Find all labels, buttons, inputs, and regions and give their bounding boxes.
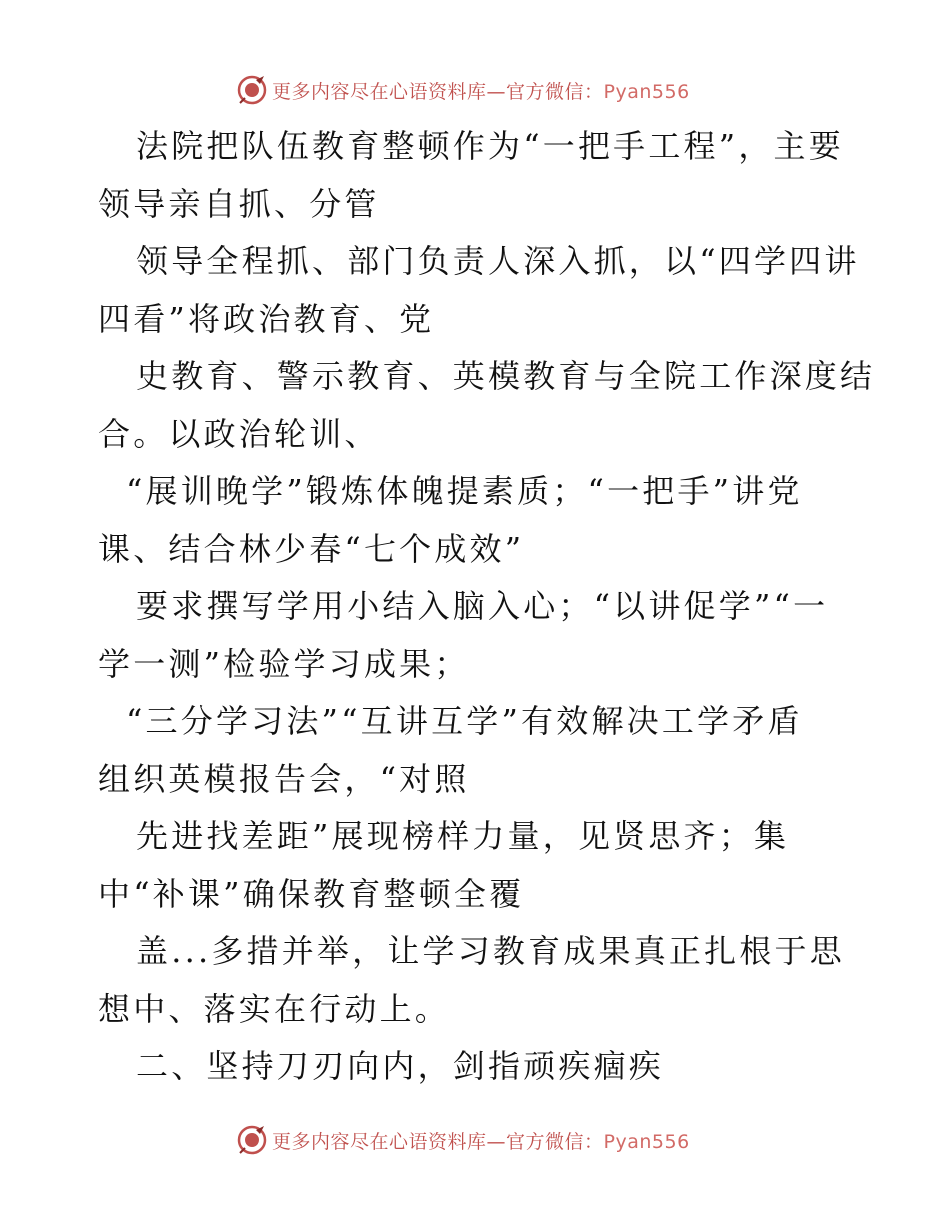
text-line: 史教育、警示教育、英模教育与全院工作深度结 — [136, 357, 876, 395]
text-line: “三分学习法”“互讲互学”有效解决工学矛盾 — [126, 702, 803, 740]
text-line: 合。以政治轮训、 — [98, 414, 380, 453]
text-line: “展训晚学”锻炼体魄提素质；“一把手”讲党 — [126, 472, 803, 510]
document-body — [98, 118, 888, 1096]
text-line: 课、结合林少春“七个成效” — [98, 529, 525, 568]
footer-watermark — [236, 1124, 690, 1156]
text-line: 领导亲自抓、分管 — [98, 184, 380, 223]
text-line: 盖...多措并举，让学习教育成果真正扎根于思 — [136, 932, 845, 970]
header-watermark — [236, 74, 690, 106]
section-heading: 二、坚持刀刃向内，剑指顽疾痼疾 — [136, 1047, 665, 1085]
text-line: 组织英模报告会，“对照 — [98, 759, 470, 798]
logo-icon — [236, 1124, 268, 1156]
text-line: 学一测”检验学习成果； — [98, 644, 470, 683]
watermark-text: 更多内容尽在心语资料库—官方微信：Pyan556 — [272, 1130, 690, 1153]
text-line: 法院把队伍教育整顿作为“一把手工程”，主要 — [136, 127, 844, 165]
text-line: 想中、落实在行动上。 — [98, 989, 451, 1028]
text-line: 要求撰写学用小结入脑入心；“以讲促学”“一 — [136, 587, 829, 625]
text-line: 中“补课”确保教育整顿全覆 — [98, 874, 525, 913]
watermark-id: Pyan556 — [603, 1130, 690, 1153]
text-line: 领导全程抓、部门负责人深入抓，以“四学四讲 — [136, 242, 860, 280]
text-line: 四看”将政治教育、党 — [98, 299, 435, 338]
text-line: 先进找差距”展现榜样力量，见贤思齐；集 — [136, 817, 790, 855]
watermark-id: Pyan556 — [603, 80, 690, 103]
logo-icon — [236, 74, 268, 106]
watermark-text: 更多内容尽在心语资料库—官方微信：Pyan556 — [272, 80, 690, 103]
